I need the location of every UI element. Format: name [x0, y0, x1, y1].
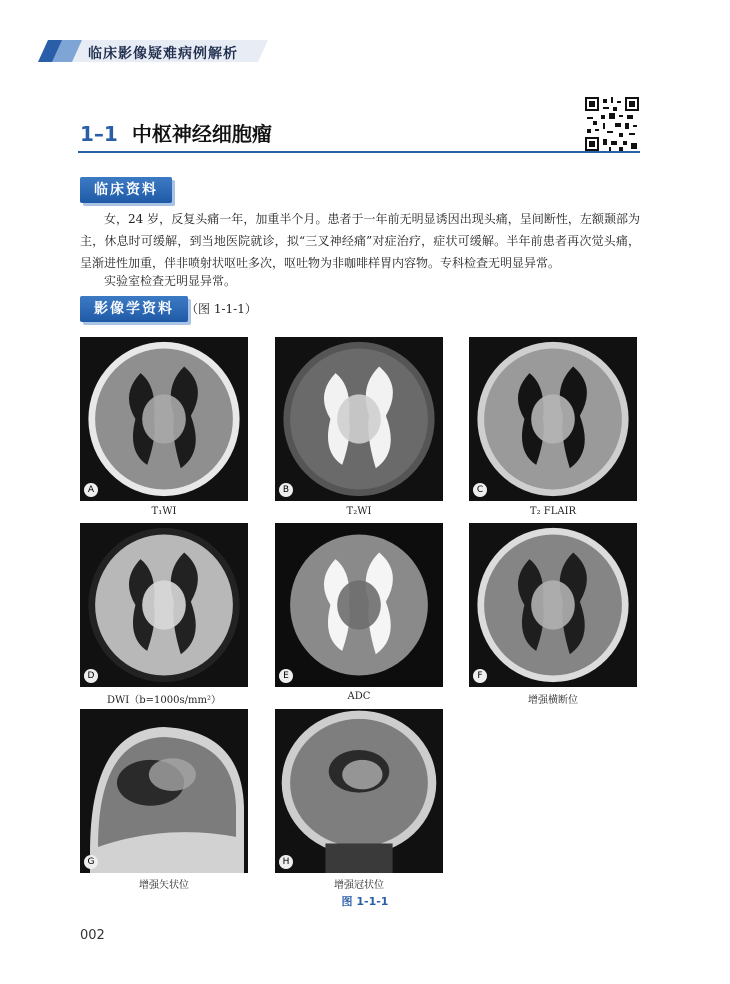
panel-letter: F — [473, 669, 487, 683]
section-heading — [80, 118, 272, 147]
mri-panel-b — [275, 337, 443, 501]
panel-letter: B — [279, 483, 293, 497]
panel-letter: C — [473, 483, 487, 497]
panel-caption: T₂WI — [346, 506, 372, 517]
panel-letter: E — [279, 669, 293, 683]
panel-letter: A — [84, 483, 98, 497]
mri-panel-c — [469, 337, 637, 501]
qr-code-icon[interactable] — [585, 97, 639, 151]
panel-letter: D — [84, 669, 98, 683]
panel-caption: 增强矢状位 — [139, 880, 189, 891]
panel-letter: G — [84, 855, 98, 869]
panel-caption: 增强冠状位 — [334, 880, 384, 891]
figure-title: 图 1-1-1 — [341, 895, 389, 908]
section-title: 中枢神经细胞瘤 — [131, 122, 272, 146]
mri-panel-e — [275, 523, 443, 687]
mri-illustration — [275, 523, 443, 687]
mri-illustration — [80, 523, 248, 687]
lab-paragraph: 实验室检查无明显异常。 — [104, 274, 237, 288]
mri-illustration — [469, 337, 637, 501]
mri-illustration — [80, 337, 248, 501]
mri-illustration — [275, 709, 443, 873]
mri-illustration — [275, 337, 443, 501]
panel-letter: H — [279, 855, 293, 869]
panel-caption: T₂ FLAIR — [529, 506, 577, 517]
mri-panel-d — [80, 523, 248, 687]
figure-reference: （图 1-1-1） — [186, 302, 257, 316]
panel-caption: ADC — [347, 691, 371, 702]
section-number: 1–1 — [80, 122, 118, 146]
panel-caption: T₁WI — [151, 506, 177, 517]
mri-panel-f — [469, 523, 637, 687]
book-title: 临床影像疑难病例解析 — [88, 46, 238, 62]
section-rule — [78, 151, 640, 153]
imaging-data-tag: 影像学资料 — [80, 296, 188, 322]
panel-caption: 增强横断位 — [528, 695, 578, 706]
panel-caption: DWI（b=1000s/mm²） — [107, 695, 221, 706]
mri-illustration — [80, 709, 248, 873]
mri-panel-g — [80, 709, 248, 873]
mri-panel-a — [80, 337, 248, 501]
page-number: 002 — [80, 928, 105, 943]
mri-illustration — [469, 523, 637, 687]
clinical-paragraph: 女，24 岁，反复头痛一年，加重半个月。患者于一年前无明显诱因出现头痛，呈间断性，左额颞部为主，休息时可缓解，到当地医院就诊，拟“三叉神经痛”对症治疗，症状可缓解。半年前患者再次觉头痛，呈渐进性加重，伴非喷射状呕吐多次，呕吐物为非咖啡样胃内容物。专科检查无明显异常。 — [80, 212, 640, 270]
clinical-data-tag: 临床资料 — [80, 177, 172, 203]
mri-panel-h — [275, 709, 443, 873]
